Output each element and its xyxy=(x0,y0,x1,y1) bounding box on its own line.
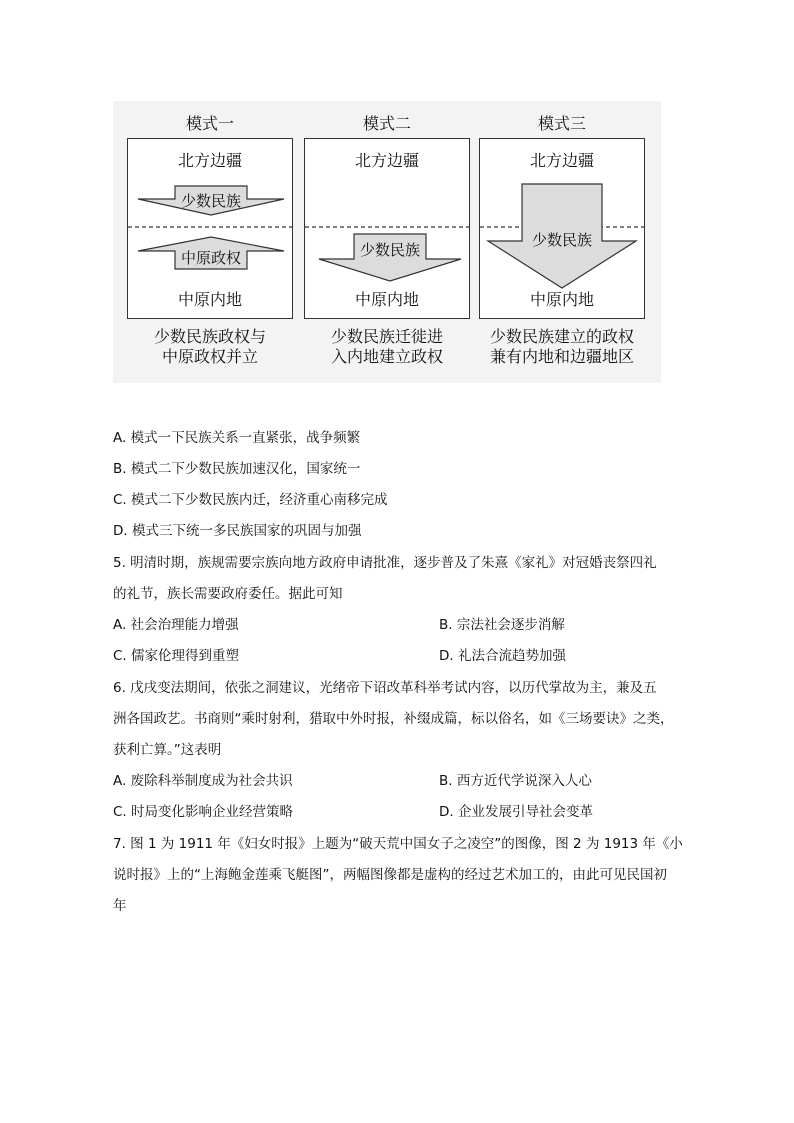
mode-1-minority-label: 少数民族 xyxy=(180,192,242,210)
q4-option-b: B. 模式二下少数民族加速汉化，国家统一 xyxy=(113,461,361,477)
mode-3-caption-line-2: 兼有内地和边疆地区 xyxy=(489,347,634,366)
q6-option-b: B. 西方近代学说深入人心 xyxy=(439,773,592,789)
mode-2-north-frontier-label: 北方边疆 xyxy=(354,151,419,170)
mode-3-caption xyxy=(479,327,645,367)
q5-option-a: A. 社会治理能力增强 xyxy=(113,617,239,633)
q4-option-d: D. 模式三下统一多民族国家的巩固与加强 xyxy=(113,523,362,539)
q5-option-c: C. 儒家伦理得到重塑 xyxy=(113,648,240,664)
mode-2-title: 模式二 xyxy=(362,114,411,133)
mode-1-panel xyxy=(127,138,293,319)
q5-stem-line-2: 的礼节，族长需要政府委任。据此可知 xyxy=(113,586,343,602)
mode-2-caption xyxy=(304,327,470,367)
mode-3-title: 模式三 xyxy=(537,114,586,133)
q6-option-d: D. 企业发展引导社会变革 xyxy=(439,804,593,820)
q7-stem-line-1: 7. 图 1 为 1911 年《妇女时报》上题为“破天荒中国女子之凌空”的图像，图 2 为 1913 年《小 xyxy=(113,836,683,852)
mode-1-central-plains-label: 中原内地 xyxy=(177,290,242,309)
mode-1-caption xyxy=(127,327,293,367)
ethnic-relations-models-figure xyxy=(113,101,661,383)
q4-option-c: C. 模式二下少数民族内迁，经济重心南移完成 xyxy=(113,492,388,508)
q6-option-a: A. 废除科举制度成为社会共识 xyxy=(113,773,293,789)
q7-stem-line-2: 说时报》上的“上海鲍金莲乘飞艇图”，两幅图像都是虚构的经过艺术加工的，由此可见民国初 xyxy=(113,867,667,883)
mode-1-caption-line-1: 少数民族政权与 xyxy=(153,327,266,346)
mode-1-caption-line-2: 中原政权并立 xyxy=(161,347,258,366)
mode-2-minority-label: 少数民族 xyxy=(359,241,421,259)
q6-stem-line-3: 获利亡算。”这表明 xyxy=(113,742,222,758)
mode-2-caption-line-1: 少数民族迁徙进 xyxy=(330,327,443,346)
mode-3-panel xyxy=(479,138,645,319)
mode-3-minority-label: 少数民族 xyxy=(531,231,593,249)
q6-stem-line-1: 6. 戊戌变法期间，依张之洞建议，光绪帝下诏改革科举考试内容，以历代掌故为主，兼及五 xyxy=(113,680,657,696)
mode-3-north-frontier-label: 北方边疆 xyxy=(529,151,594,170)
q7-stem-line-3: 年 xyxy=(113,898,127,914)
mode-1-central-regime-label: 中原政权 xyxy=(180,249,242,267)
q4-option-a: A. 模式一下民族关系一直紧张，战争频繁 xyxy=(113,430,361,446)
mode-2-caption-line-2: 入内地建立政权 xyxy=(330,347,443,366)
q5-stem-line-1: 5. 明清时期，族规需要宗族向地方政府申请批准，逐步普及了朱熹《家礼》对冠婚丧祭四礼 xyxy=(113,555,657,571)
mode-2-panel xyxy=(304,138,470,319)
mode-1-title: 模式一 xyxy=(185,114,234,133)
q5-option-b: B. 宗法社会逐步消解 xyxy=(439,617,565,633)
q6-stem-line-2: 洲各国政艺。书商则“乘时射利，猎取中外时报，补缀成篇，标以俗名，如《三场要诀》之类， xyxy=(113,711,674,727)
mode-2-central-plains-label: 中原内地 xyxy=(354,290,419,309)
q6-option-c: C. 时局变化影响企业经营策略 xyxy=(113,804,294,820)
mode-1-north-frontier-label: 北方边疆 xyxy=(177,151,242,170)
q5-option-d: D. 礼法合流趋势加强 xyxy=(439,648,566,664)
mode-3-caption-line-1: 少数民族建立的政权 xyxy=(489,327,634,346)
mode-3-central-plains-label: 中原内地 xyxy=(529,290,594,309)
